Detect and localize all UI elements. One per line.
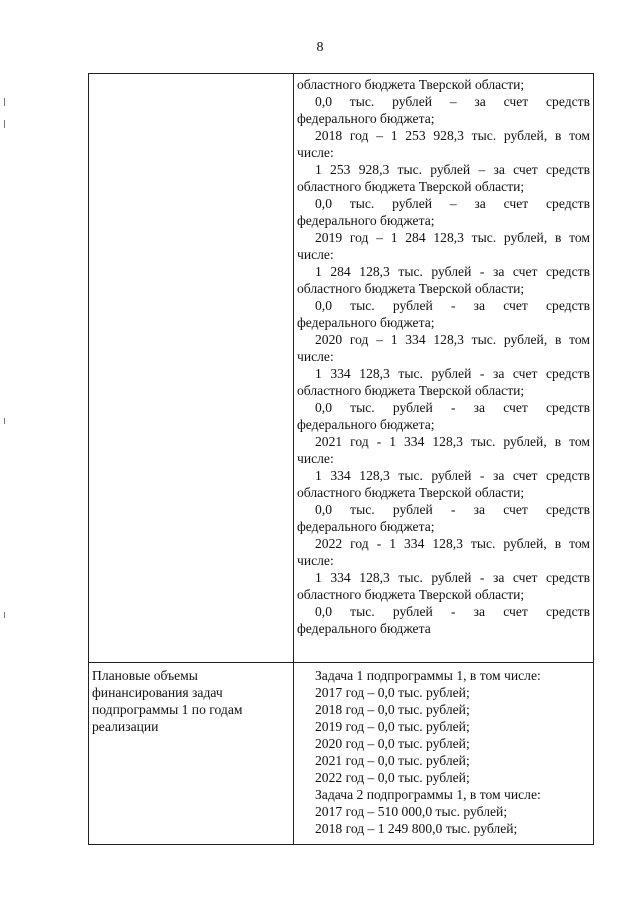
planned-line: 2020 год – 0,0 тыс. рублей; [315, 736, 470, 751]
continuation-line: 2019 год – 1 284 128,3 тыс. рублей, в том [315, 230, 590, 245]
continuation-line: 0,0 тыс. рублей - за счет средств [315, 400, 590, 415]
continuation-line: областного бюджета Тверской области; [297, 587, 525, 602]
continuation-line: 1 284 128,3 тыс. рублей - за счет средств [315, 264, 590, 279]
continuation-line: 2021 год - 1 334 128,3 тыс. рублей, в том [315, 434, 590, 449]
page-number: 8 [316, 40, 324, 55]
continuation-line: областного бюджета Тверской области; [297, 485, 525, 500]
financing-table [88, 73, 594, 845]
label-line: финансирования задач [92, 685, 223, 700]
planned-line: 2017 год – 0,0 тыс. рублей; [315, 685, 470, 700]
continuation-line: федерального бюджета; [297, 315, 435, 330]
scan-artifact [4, 418, 5, 424]
continuation-line: числе: [297, 247, 334, 262]
continuation-line: числе: [297, 553, 334, 568]
continuation-line: областного бюджета Тверской области; [297, 383, 525, 398]
continuation-line: 0,0 тыс. рублей – за счет средств [315, 94, 590, 109]
scan-artifact [4, 612, 5, 618]
planned-line: 2017 год – 510 000,0 тыс. рублей; [315, 804, 508, 819]
continuation-line: 1 334 128,3 тыс. рублей - за счет средств [315, 468, 590, 483]
continuation-line: 2022 год - 1 334 128,3 тыс. рублей, в том [315, 536, 590, 551]
continuation-line: федерального бюджета; [297, 519, 435, 534]
continuation-line: областного бюджета Тверской области; [297, 179, 525, 194]
label-line: реализации [92, 719, 159, 734]
continuation-line: 2018 год – 1 253 928,3 тыс. рублей, в том [315, 128, 590, 143]
continuation-line: 1 253 928,3 тыс. рублей – за счет средств [315, 162, 590, 177]
planned-volumes-cell [294, 667, 594, 837]
continuation-line: 0,0 тыс. рублей - за счет средств [315, 502, 590, 517]
planned-line: 2018 год – 0,0 тыс. рублей; [315, 702, 470, 717]
continuation-line: 0,0 тыс. рублей - за счет средств [315, 298, 590, 313]
planned-line: 2022 год – 0,0 тыс. рублей; [315, 770, 470, 785]
continuation-line: числе: [297, 451, 334, 466]
continuation-line: 1 334 128,3 тыс. рублей - за счет средств [315, 570, 590, 585]
continuation-line: федерального бюджета; [297, 111, 435, 126]
continuation-line: 0,0 тыс. рублей – за счет средств [315, 196, 590, 211]
continuation-line: федерального бюджета; [297, 417, 435, 432]
row-divider [89, 662, 593, 663]
planned-line: 2021 год – 0,0 тыс. рублей; [315, 753, 470, 768]
continuation-line: областного бюджета Тверской области; [297, 281, 525, 296]
continuation-line: числе: [297, 145, 334, 160]
planned-volumes-label [89, 667, 293, 735]
continuation-line: федерального бюджета [297, 621, 431, 636]
planned-line: 2019 год – 0,0 тыс. рублей; [315, 719, 470, 734]
label-line: Плановые объемы [92, 668, 198, 683]
continuation-line: федерального бюджета; [297, 213, 435, 228]
planned-line: Задача 1 подпрограммы 1, в том числе: [315, 668, 541, 683]
funding-continuation-cell [294, 76, 594, 637]
continuation-line: 0,0 тыс. рублей - за счет средств [315, 604, 590, 619]
continuation-line: 1 334 128,3 тыс. рублей - за счет средств [315, 366, 590, 381]
planned-line: Задача 2 подпрограммы 1, в том числе: [315, 787, 541, 802]
continuation-line: областного бюджета Тверской области; [297, 77, 525, 92]
continuation-line: числе: [297, 349, 334, 364]
planned-line: 2018 год – 1 249 800,0 тыс. рублей; [315, 821, 518, 836]
label-line: подпрограммы 1 по годам [92, 702, 243, 717]
scan-artifact [4, 98, 5, 106]
continuation-line: 2020 год – 1 334 128,3 тыс. рублей, в том [315, 332, 590, 347]
scan-artifact [4, 120, 5, 128]
